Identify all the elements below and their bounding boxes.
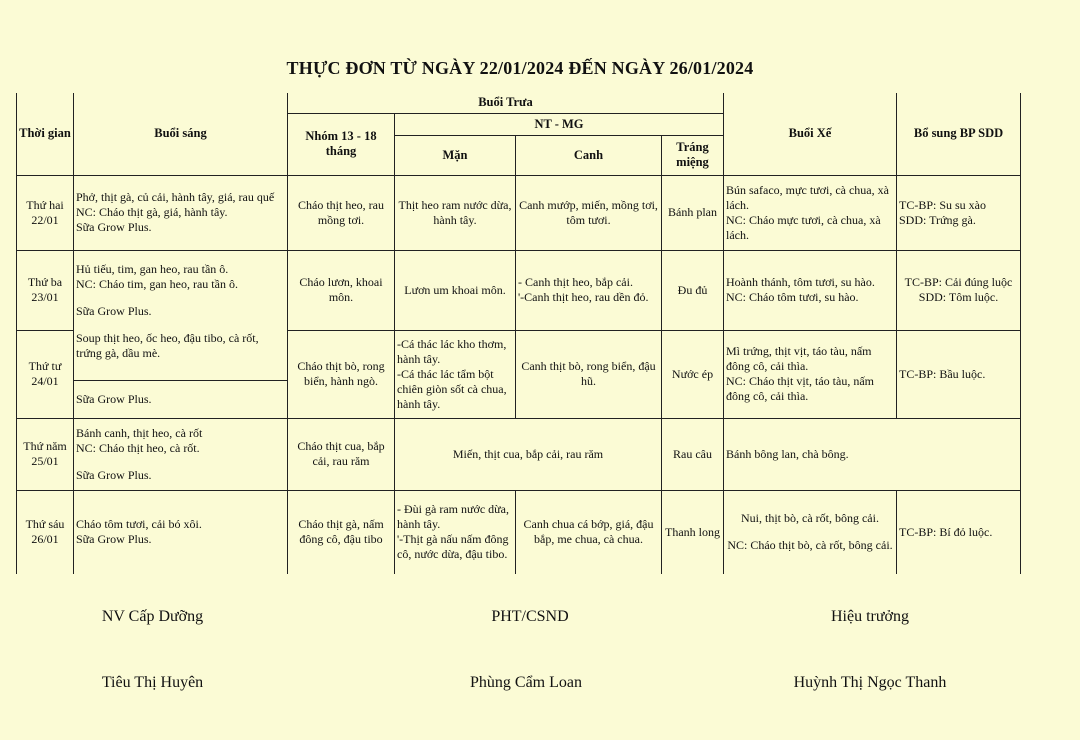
row-tuesday [17,250,1021,330]
day-cell: Thứ ba 23/01 [17,250,74,330]
supplement-cell: TC-BP: Bí đỏ luộc. [897,490,1021,574]
role-principal: Hiệu trưởng [830,608,909,625]
soup-cell: Canh chua cá bớp, giá, đậu bắp, me chua, cà chua. [516,490,662,574]
soup-cell: - Canh thịt heo, bắp cải. '-Canh thịt heo, rau dền đỏ. [516,250,662,330]
header-group-13-18: Nhóm 13 - 18 tháng [288,113,395,175]
dessert-cell: Thanh long [662,490,724,574]
afternoon-cell: Nui, thịt bò, cà rốt, bông cải. NC: Cháo thịt bò, cà rốt, bông cải. [724,490,897,574]
header-soup: Canh [516,135,662,175]
role-vice-principal: PHT/CSND [491,608,569,625]
group-13-18-cell: Cháo thịt bò, rong biển, hành ngò. [288,330,395,418]
salty-cell: Lươn um khoai môn. [395,250,516,330]
breakfast-cell: Soup thịt heo, ốc heo, đậu tibo, cà rốt, trứng gà, dầu mè. [74,330,288,380]
dessert-cell: Bánh plan [662,175,724,250]
salty-cell: - Đùi gà ram nước dừa, hành tây. '-Thịt gà nấu nấm đông cô, nước dừa, đậu tibo. [395,490,516,574]
group-13-18-cell: Cháo thịt heo, rau mồng tơi. [288,175,395,250]
role-cook: NV Cấp Dưỡng [101,608,204,625]
name-vice-principal: Phùng Cẩm Loan [470,674,582,691]
salty-cell: -Cá thác lác kho thơm, hành tây. -Cá thác lác tẩm bột chiên giòn sốt cà chua, hành tây. [395,330,516,418]
name-principal: Huỳnh Thị Ngọc Thanh [793,674,947,691]
afternoon-cell: Mì trứng, thịt vịt, táo tàu, nấm đông cô, cải thìa. NC: Cháo thịt vịt, táo tàu, nấm đông cô, cải thìa. [724,330,897,418]
header-nt-mg: NT - MG [395,113,724,135]
row-wednesday [17,330,1021,380]
day-cell: Thứ sáu 26/01 [17,490,74,574]
day-cell: Thứ tư 24/01 [17,330,74,418]
day-cell: Thứ hai 22/01 [17,175,74,250]
header-supplement: Bổ sung BP SDD [897,93,1021,175]
breakfast-cell: Cháo tôm tươi, cải bó xôi. Sữa Grow Plus. [74,490,288,574]
soup-cell: Canh thịt bò, rong biển, đậu hũ. [516,330,662,418]
dessert-cell: Đu đủ [662,250,724,330]
supplement-cell: TC-BP: Bầu luộc. [897,330,1021,418]
group-13-18-cell: Cháo lươn, khoai môn. [288,250,395,330]
menu-table [16,93,1021,574]
header-breakfast: Buổi sáng [74,93,288,175]
header-time: Thời gian [17,93,74,175]
day-cell: Thứ năm 25/01 [17,418,74,490]
soup-cell: Canh mướp, miến, mồng tơi, tôm tươi. [516,175,662,250]
group-13-18-cell: Cháo thịt cua, bắp cải, rau răm [288,418,395,490]
group-13-18-cell: Cháo thịt gà, nấm đông cô, đậu tibo [288,490,395,574]
breakfast-cell: Phở, thịt gà, củ cải, hành tây, giá, rau quế NC: Cháo thịt gà, giá, hành tây. Sữa Grow Plus. [74,175,288,250]
row-monday [17,175,1021,250]
header-lunch: Buổi Trưa [288,93,724,113]
menu-title: THỰC ĐƠN TỪ NGÀY 22/01/2024 ĐẾN NGÀY 26/01/2024 [286,58,754,78]
supplement-cell: TC-BP: Cải đúng luộc SDD: Tôm luộc. [897,250,1021,330]
salty-soup-cell: Miến, thịt cua, bắp cải, rau răm [395,418,662,490]
salty-cell: Thịt heo ram nước dừa, hành tây. [395,175,516,250]
afternoon-cell: Bánh bông lan, chà bông. [724,418,1021,490]
afternoon-cell: Bún safaco, mực tươi, cà chua, xà lách. NC: Cháo mực tươi, cà chua, xà lách. [724,175,897,250]
header-afternoon: Buổi Xế [724,93,897,175]
breakfast-milk-cell: Sữa Grow Plus. [74,380,288,418]
breakfast-cell: Bánh canh, thịt heo, cà rốt NC: Cháo thịt heo, cà rốt. Sữa Grow Plus. [74,418,288,490]
header-dessert: Tráng miệng [662,135,724,175]
row-friday [17,490,1021,574]
afternoon-cell: Hoành thánh, tôm tươi, su hào. NC: Cháo tôm tươi, su hào. [724,250,897,330]
breakfast-cell: Hủ tiếu, tim, gan heo, rau tần ô. NC: Cháo tim, gan heo, rau tần ô. Sữa Grow Plus. [74,250,288,330]
dessert-cell: Nước ép [662,330,724,418]
supplement-cell: TC-BP: Su su xào SDD: Trứng gà. [897,175,1021,250]
name-cook: Tiêu Thị Huyên [101,674,204,691]
dessert-cell: Rau câu [662,418,724,490]
header-salty: Mặn [395,135,516,175]
row-thursday [17,418,1021,490]
